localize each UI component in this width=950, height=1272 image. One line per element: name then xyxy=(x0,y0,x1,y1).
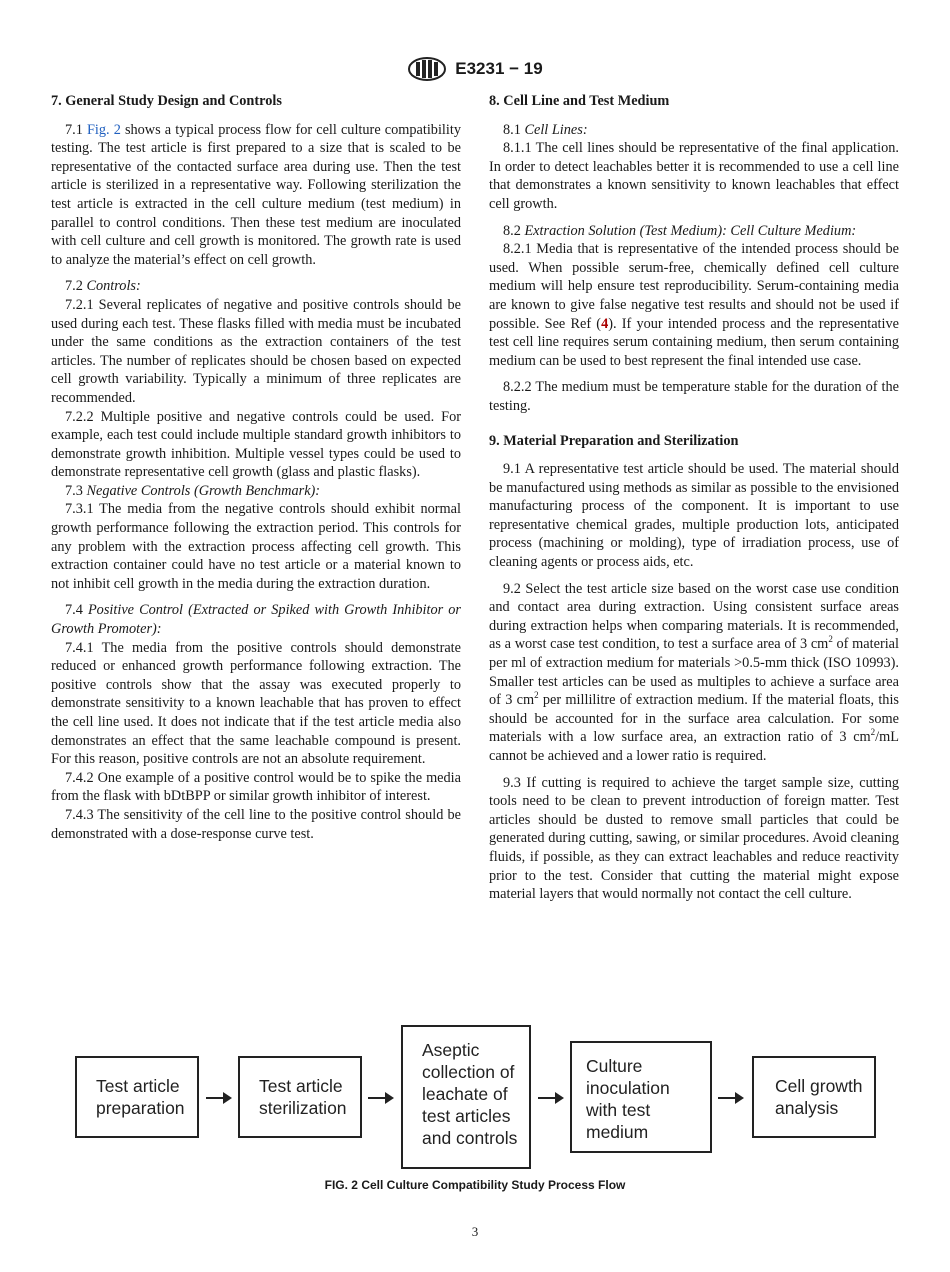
paragraph-7-4-2: 7.4.2 One example of a positive control would be to spike the media from the flask with bDtBPP or similar growth inhibitor of interest. xyxy=(51,769,461,805)
paragraph-7-2-1: 7.2.1 Several replicates of negative and positive controls should be used during each test. These flasks filled with media must be incubated under the same conditions as the extraction containers of the test articles. The number of replicates should be chosen based on expected cell growth variability. Typically a minimum of three replicates are recommended. xyxy=(51,296,461,406)
section-8-heading: 8. Cell Line and Test Medium xyxy=(489,93,670,109)
paragraph-7-3: 7.3 Negative Controls (Growth Benchmark): xyxy=(65,482,321,499)
fig-2-link[interactable]: Fig. 2 xyxy=(86,121,121,138)
paragraph-7-4: 7.4 Positive Control (Extracted or Spiked with Growth Inhibitor or Growth Promoter): xyxy=(51,602,461,638)
document-designation: E3231 − 19 xyxy=(455,59,543,78)
paragraph-7-2-2: 7.2.2 Multiple positive and negative controls could be used. For example, each test could include multiple standard growth inhibitors to demonstrate growth inhibition. Multiple vessel types could be used to demonstrate representative cell growth (glass and plastic flasks). xyxy=(51,408,461,481)
paragraph-7-4-1: 7.4.1 The media from the positive controls should demonstrate reduced or enhanced growth performance following extraction. The positive controls show that the assay was executed properly to demonstrate sensitivity to a known leachable that has proven to effect the cell line used. It does not indicate that if the test article media also demonstrates an effect that the same leachable compound is present. For this reason, positive controls are not an absolute requirement. xyxy=(51,639,461,768)
paragraph-8-2-2: 8.2.2 The medium must be temperature stable for the duration of the testing. xyxy=(489,379,899,414)
paragraph-7-1: 7.1 Fig. 2 shows a typical process flow for cell culture compatibility testing. The test article is first prepared to a size that is scaled to be representative of the contacted surface area during use. Then the test article is sterilized in a representative way. Following sterilization the test article is extracted in the cell culture medium (test medium) in parallel to control conditions. Then these test medium are inoculated with cell culture and cell growth is monitored. The growth rate is used to analyze the material’s effect on cell growth. xyxy=(51,121,461,268)
paragraph-8-1-1: 8.1.1 The cell lines should be representative of the final application. In order to detect leachables better it is recommended to use a cell line that demonstrates a known sensitivity to known leachables that effect cell growth. xyxy=(489,140,899,212)
paragraph-8-2: 8.2 Extraction Solution (Test Medium): Cell Culture Medium: xyxy=(503,222,857,239)
figure-caption: FIG. 2 Cell Culture Compatibility Study Process Flow xyxy=(324,1178,626,1192)
flow-box-preparation: Test article preparation xyxy=(75,1056,199,1138)
paragraph-7-3-1: 7.3.1 The media from the negative controls should exhibit normal growth performance following the extraction period. This controls for any problem with the extraction process affecting cell growth. This extraction container could have no test article or a material known to not inhibit cell growth in the media during the extraction duration. xyxy=(51,501,461,592)
reference-4-link[interactable]: 4 xyxy=(601,315,609,332)
page-number: 3 xyxy=(471,1224,479,1239)
flow-box-aseptic-collection: Aseptic collection of leachate of test articles and controls xyxy=(401,1025,531,1169)
flow-box-cell-growth-analysis: Cell growth analysis xyxy=(752,1056,876,1138)
page-header xyxy=(0,56,950,84)
paragraph-7-2: 7.2 Controls: xyxy=(65,278,141,295)
astm-logo-icon xyxy=(407,56,447,82)
right-column xyxy=(489,92,899,904)
paragraph-8-2-1: 8.2.1 Media that is representative of the intended process should be used. When possible serum-free, chemically defined cell culture medium will help ensure test reproducibility. Serum-containing media are known to give false negative test results and should not be used if possible. See Ref (4). If your intended process and the representative test cell line requires serum containing medium, then serum containing medium can be used to best represent the final intended use case. xyxy=(489,241,899,369)
section-7-heading: 7. General Study Design and Controls xyxy=(51,93,282,109)
flow-arrow xyxy=(718,1097,742,1099)
section-9-heading: 9. Material Preparation and Sterilization xyxy=(489,432,739,449)
flow-arrow xyxy=(538,1097,562,1099)
flow-box-culture-inoculation: Culture inoculation with test medium xyxy=(570,1041,712,1153)
flow-arrow xyxy=(206,1097,230,1099)
paragraph-8-1: 8.1 Cell Lines: xyxy=(503,121,588,138)
paragraph-9-2: 9.2 Select the test article size based on the worst case use condition and contact area during extraction. Using consistent surface areas during extraction helps when comparing materials. It is recommended, as a worst case test condition, to test a surface area of 3 $cm^2$ of material per ml of extraction medium for materials >0.5-mm thick (ISO 10993). Smaller test articles can be used as multiples to achieve a surface area of 3 $cm^2$ per millilitre of extraction medium. If the material floats, this should be accounted for in the surface area calculation. For some materials with a low surface area, an extraction ratio of 3 $cm^2/mL$ cannot be achieved and a lower ratio is required. xyxy=(489,580,899,764)
flow-box-sterilization: Test article sterilization xyxy=(238,1056,362,1138)
flow-arrow xyxy=(368,1097,392,1099)
process-flow-figure xyxy=(0,1020,950,1180)
paragraph-7-4-3: 7.4.3 The sensitivity of the cell line to the positive control should be demonstrated with a dose-response curve test. xyxy=(51,806,461,842)
left-column xyxy=(51,92,461,843)
paragraph-9-1: 9.1 A representative test article should be used. The material should be manufactured using methods as similar as possible to the envisioned manufacturing process of the component. It is important to use representative chemical grades, multiple production lots, anticipated process (machining or molding), type of irradiation process, use of cleaning agents or process aids, etc. xyxy=(489,461,899,571)
paragraph-9-3: 9.3 If cutting is required to achieve the target sample size, cutting tools need to be clean to prevent introduction of foreign matter. Test articles should be dusted to remove small particles that could be generated during cutting, sawing, or similar procedures. Avoid cleaning fluids, if possible, as they can extract leachables and reduce reactivity prior to the test. Consider that cutting the material might expose material layers that would normally not contact the cell culture. xyxy=(489,774,899,903)
